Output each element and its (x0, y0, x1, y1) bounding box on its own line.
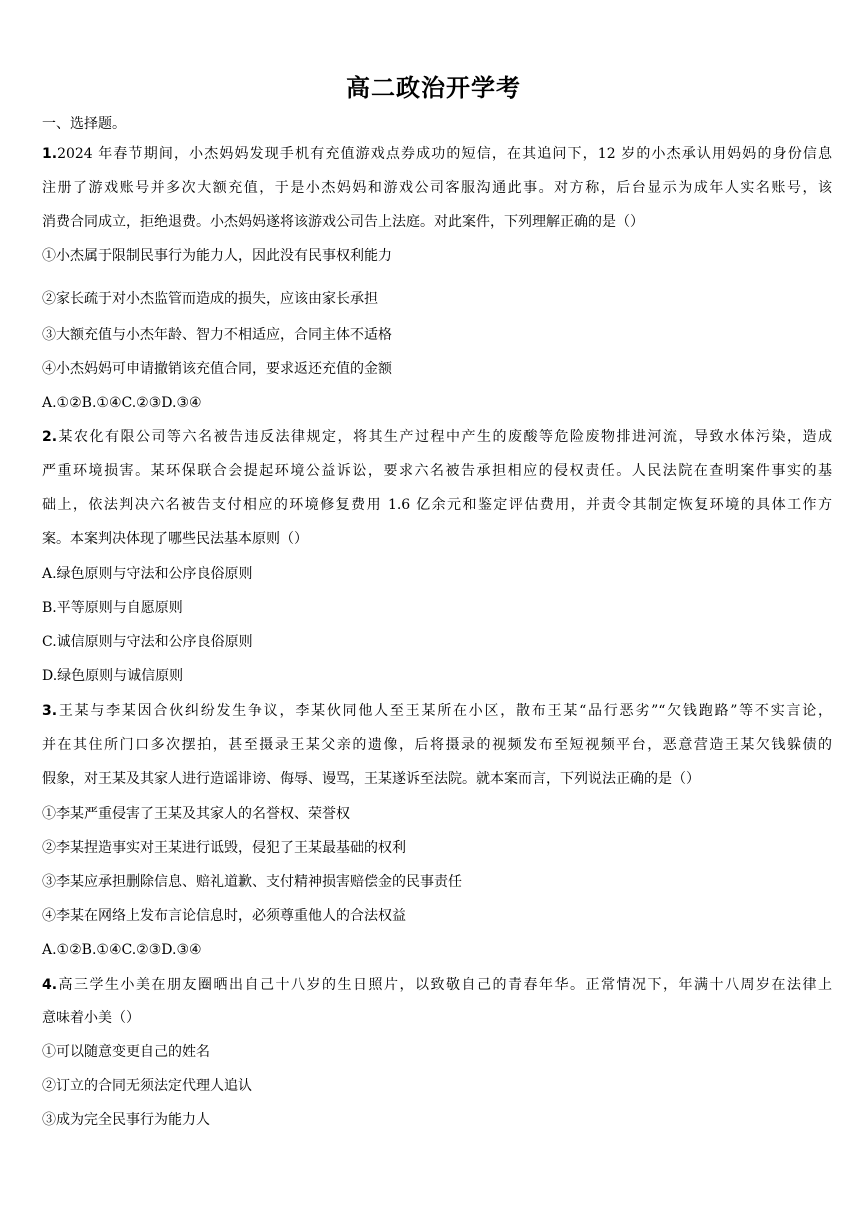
q2-line-4: 案。本案判决体现了哪些民法基本原则（） (42, 531, 308, 547)
section-heading: 一、选择题。 (42, 116, 126, 132)
q2-line-2: 严重环境损害。某环保联合会提起环境公益诉讼，要求六名被告承担相应的侵权责任。人民法院在查明案件事实的基 (42, 463, 832, 479)
q3-option-3: ③李某应承担删除信息、赔礼道歉、支付精神损害赔偿金的民事责任 (42, 874, 462, 890)
q3-line-3: 假象，对王某及其家人进行造谣诽谤、侮辱、谩骂，王某遂诉至法院。就本案而言，下列说法正确的是（） (42, 771, 700, 787)
q3-line-1: 3.王某与李某因合伙纠纷发生争议，李某伙同他人至王某所在小区，散布王某“品行恶劣”“欠钱跑路”等不实言论， (42, 703, 832, 719)
q2-option-a: A.绿色原则与守法和公序良俗原则 (42, 566, 253, 582)
q4-line-1: 4.高三学生小美在朋友圈晒出自己十八岁的生日照片，以致敬自己的青春年华。正常情况下，年满十八周岁在法律上 (42, 977, 832, 993)
q2-line-3: 础上，依法判决六名被告支付相应的环境修复费用 1.6 亿余元和鉴定评估费用，并责令其制定恢复环境的具体工作方 (42, 497, 832, 513)
q3-option-4: ④李某在网络上发布言论信息时，必须尊重他人的合法权益 (42, 908, 406, 924)
q1-line-2: 注册了游戏账号并多次大额充值，于是小杰妈妈和游戏公司客服沟通此事。对方称，后台显示为成年人实名账号，该 (42, 180, 832, 196)
q4-option-3: ③成为完全民事行为能力人 (42, 1112, 210, 1128)
q1-line-3: 消费合同成立，拒绝退费。小杰妈妈遂将该游戏公司告上法庭。对此案件，下列理解正确的是（） (42, 214, 644, 230)
q3-line-2: 并在其住所门口多次摆拍，甚至摄录王某父亲的遗像，后将摄录的视频发布至短视频平台，恶意营造王某欠钱躲债的 (42, 737, 832, 753)
q4-option-2: ②订立的合同无须法定代理人追认 (42, 1078, 252, 1094)
q2-option-c: C.诚信原则与守法和公序良俗原则 (42, 634, 253, 650)
q3-answer-choices: A.①②B.①④C.②③D.③④ (42, 942, 202, 958)
q1-option-3: ③大额充值与小杰年龄、智力不相适应，合同主体不适格 (42, 327, 392, 343)
q1-line-1: 1.2024 年春节期间，小杰妈妈发现手机有充值游戏点券成功的短信，在其追问下，12 岁的小杰承认用妈妈的身份信息 (42, 146, 832, 162)
q2-number: 2. (42, 429, 58, 445)
q2-option-b: B.平等原则与自愿原则 (42, 600, 183, 616)
q4-line-2: 意味着小美（） (42, 1010, 140, 1026)
q1-option-2: ②家长疏于对小杰监管而造成的损失，应该由家长承担 (42, 291, 378, 307)
q3-number: 3. (42, 703, 58, 719)
q1-option-1: ①小杰属于限制民事行为能力人，因此没有民事权利能力 (42, 248, 392, 264)
page-title: 高二政治开学考 (346, 74, 521, 102)
q1-answer-choices: A.①②B.①④C.②③D.③④ (42, 395, 202, 411)
q2-line-1: 2.某农化有限公司等六名被告违反法律规定，将其生产过程中产生的废酸等危险废物排进河流，导致水体污染，造成 (42, 429, 832, 445)
q1-number: 1. (42, 146, 58, 162)
q4-option-1: ①可以随意变更自己的姓名 (42, 1044, 210, 1060)
q3-option-2: ②李某捏造事实对王某进行诋毁，侵犯了王某最基础的权利 (42, 840, 406, 856)
q4-number: 4. (42, 977, 58, 993)
q2-option-d: D.绿色原则与诚信原则 (42, 668, 184, 684)
q3-option-1: ①李某严重侵害了王某及其家人的名誉权、荣誉权 (42, 806, 350, 822)
q1-option-4: ④小杰妈妈可申请撤销该充值合同，要求返还充值的金额 (42, 361, 392, 377)
